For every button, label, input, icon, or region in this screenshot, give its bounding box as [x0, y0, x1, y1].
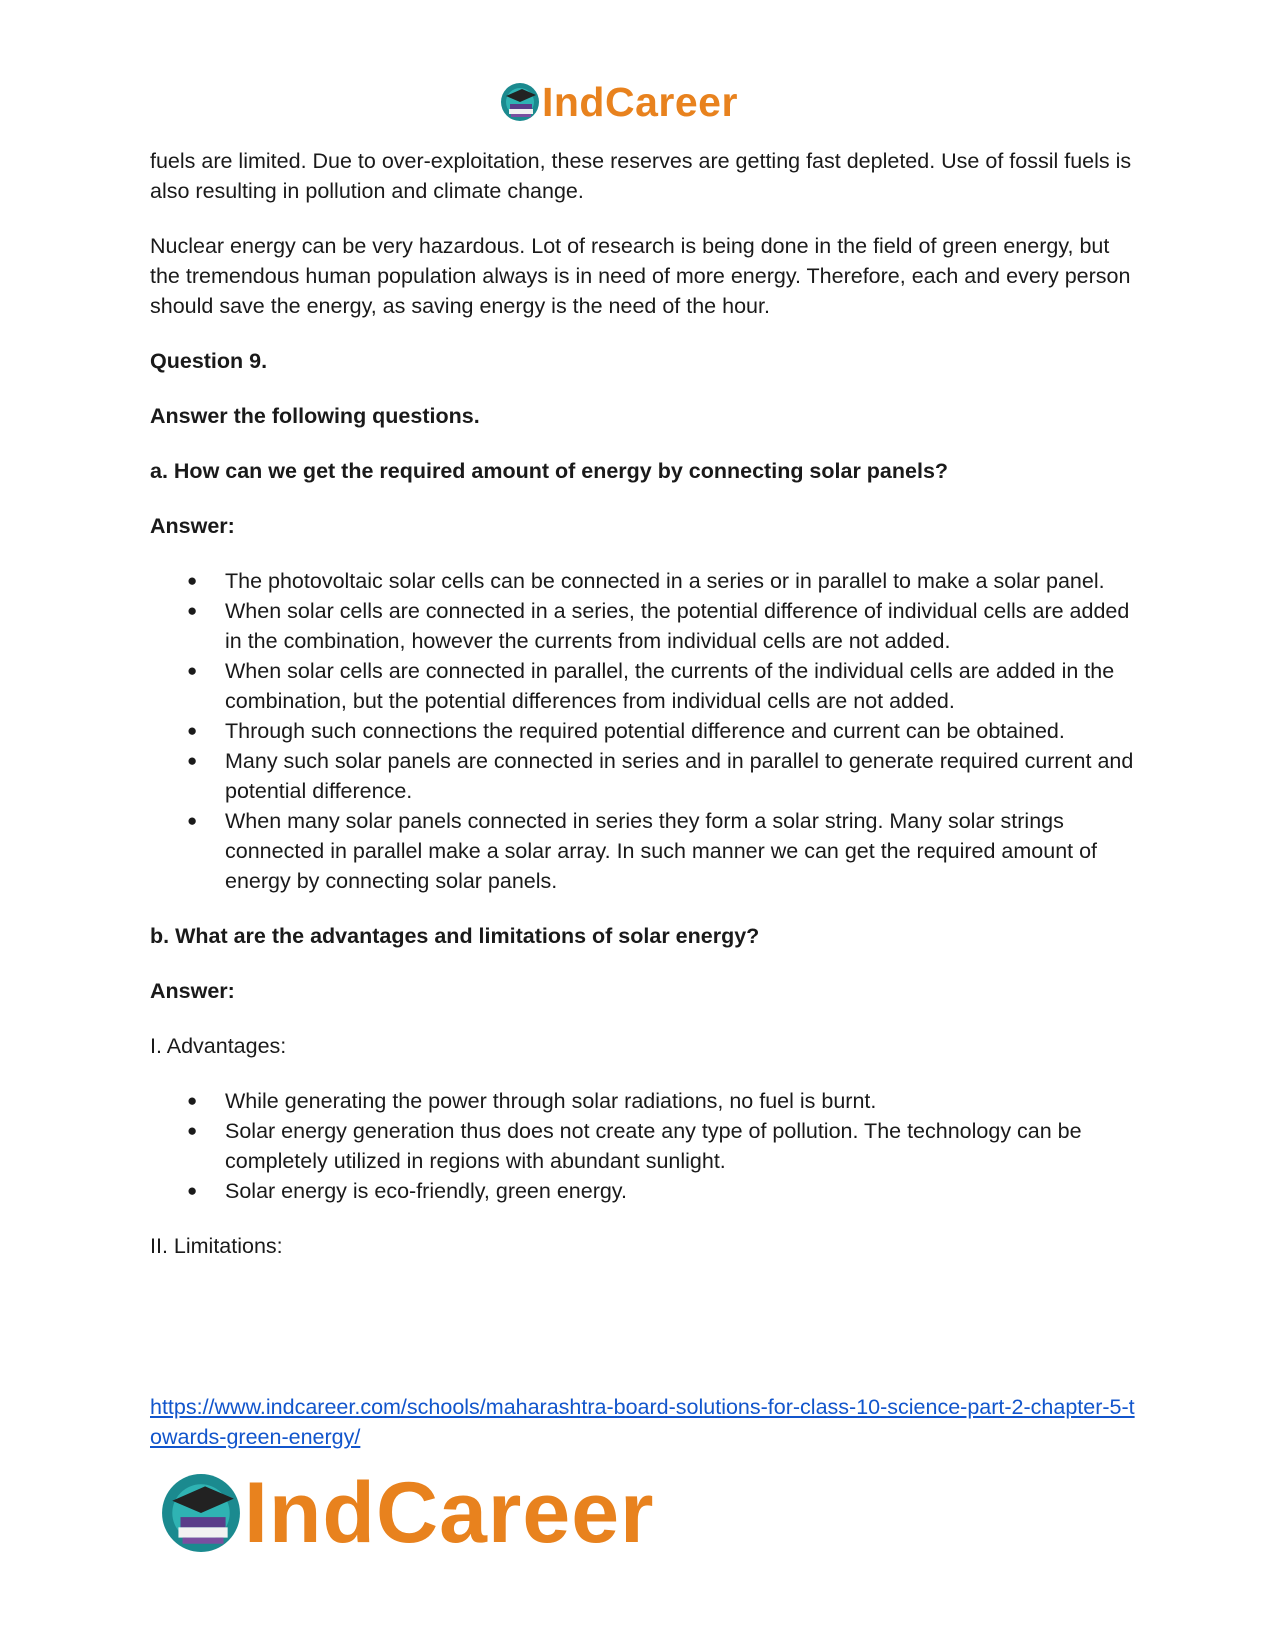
advantages-heading: I. Advantages:	[150, 1034, 287, 1058]
list-item: ● Many such solar panels are connected in series and in parallel to generate required current and potential difference.	[225, 746, 1135, 806]
answer-a-label: Answer:	[150, 514, 235, 538]
source-link[interactable]: https://www.indcareer.com/schools/maharashtra-board-solutions-for-class-10-science-part-2-chapter-5-towards-green-energy/	[150, 1395, 1135, 1449]
document-content	[150, 146, 1135, 1286]
paragraph-fossil-fuels: fuels are limited. Due to over-exploitation, these reserves are getting fast depleted. Use of fossil fuels is also resulting in pollution and climate change.	[150, 149, 1132, 203]
list-item: ● Solar energy is eco-friendly, green energy.	[225, 1176, 1135, 1206]
answer-a-list	[150, 566, 1135, 896]
advantages-list	[150, 1086, 1135, 1206]
footer-logo[interactable]	[160, 1465, 655, 1561]
indcareer-emblem-icon	[160, 1472, 242, 1554]
list-item: ● Through such connections the required potential difference and current can be obtained.	[225, 716, 1135, 746]
paragraph-nuclear-energy: Nuclear energy can be very hazardous. Lot of research is being done in the field of green energy, but the tremendous human population always is in need of more energy. Therefore, each and every person should save the energy, as saving energy is the need of the hour.	[150, 234, 1131, 318]
question-title: Question 9.	[150, 349, 268, 373]
list-item: ● Solar energy generation thus does not create any type of pollution. The technology can be completely utilized in regions with abundant sunlight.	[225, 1116, 1135, 1176]
logo-wordmark: IndCareer	[542, 78, 738, 125]
question-b: b. What are the advantages and limitations of solar energy?	[150, 924, 760, 948]
logo-wordmark: IndCareer	[244, 1465, 655, 1561]
limitations-heading: II. Limitations:	[150, 1234, 283, 1258]
list-item: ● When solar cells are connected in a series, the potential difference of individual cells are added in the combination, however the currents from individual cells are not added.	[225, 596, 1135, 656]
header-logo[interactable]	[500, 78, 738, 126]
answer-b-label: Answer:	[150, 979, 235, 1003]
indcareer-emblem-icon	[500, 82, 540, 122]
list-item: ● The photovoltaic solar cells can be connected in a series or in parallel to make a solar panel.	[225, 566, 1135, 596]
question-a: a. How can we get the required amount of energy by connecting solar panels?	[150, 459, 949, 483]
question-instruction: Answer the following questions.	[150, 404, 480, 428]
list-item: ● When many solar panels connected in series they form a solar string. Many solar strings connected in parallel make a solar array. In such manner we can get the required amount of energy by connecting solar panels.	[225, 806, 1135, 896]
list-item: ● When solar cells are connected in parallel, the currents of the individual cells are added in the combination, but the potential differences from individual cells are not added.	[225, 656, 1135, 716]
list-item: ● While generating the power through solar radiations, no fuel is burnt.	[225, 1086, 1135, 1116]
